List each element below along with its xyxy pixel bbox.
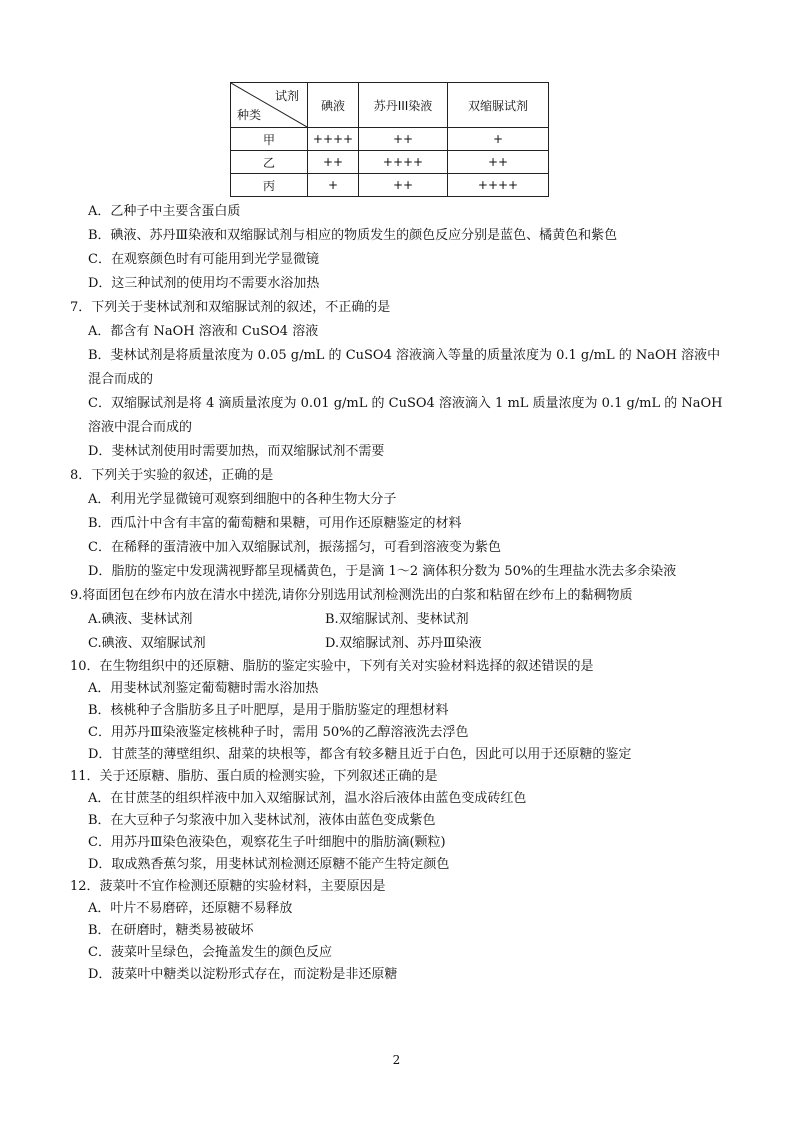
q9-option-d: D.双缩脲试剂、苏丹Ⅲ染液 (325, 636, 482, 651)
q12-option-b: B．在研磨时，糖类易被破坏 (88, 923, 254, 938)
q10-option-a: A．用斐林试剂鉴定葡萄糖时需水浴加热 (88, 681, 319, 696)
q9-stem: 9.将面团包在纱布内放在清水中搓洗,请你分别选用试剂检测洗出的白浆和粘留在纱布上的黏稠物质 (70, 588, 633, 603)
table-cell: + (308, 174, 359, 197)
q9-options-row2 (70, 632, 730, 656)
table-cell: ++++ (448, 174, 549, 197)
q7-option-b: B．斐林试剂是将质量浓度为 0.05 g/mL 的 CuSO4 溶液滴入等量的质量浓度为 0.1 g/mL 的 NaOH 溶液中混合而成的 (88, 348, 721, 387)
q9-option-b: B.双缩脲试剂、斐林试剂 (325, 612, 469, 627)
q12-option-c: C．菠菜叶呈绿色，会掩盖发生的颜色反应 (88, 945, 332, 960)
q8-stem: 8．下列关于实验的叙述，正确的是 (70, 468, 274, 483)
q6-option-b: B．碘液、苏丹Ⅲ染液和双缩脲试剂与相应的物质发生的颜色反应分别是蓝色、橘黄色和紫色 (88, 228, 618, 243)
row-label: 乙 (231, 151, 308, 174)
q6-option-d: D．这三种试剂的使用均不需要水浴加热 (88, 276, 320, 291)
corner-label-reagent: 试剂 (274, 89, 299, 103)
q12-option-a: A．叶片不易磨碎，还原糖不易释放 (88, 901, 293, 916)
q10-option-d: D．甘蔗茎的薄壁组织、甜菜的块根等，都含有较多糖且近于白色，因此可以用于还原糖的鉴定 (88, 747, 632, 762)
q11-option-b: B．在大豆种子匀浆液中加入斐林试剂，液体由蓝色变成紫色 (88, 813, 436, 828)
q12-stem: 12．菠菜叶不宜作检测还原糖的实验材料，主要原因是 (70, 879, 386, 894)
table-cell: ++ (308, 151, 359, 174)
q9-options-row1 (70, 608, 730, 632)
q7-option-d: D．斐林试剂使用时需要加热，而双缩脲试剂不需要 (88, 444, 385, 459)
q6-option-c: C．在观察颜色时有可能用到光学显微镜 (88, 252, 319, 267)
table-corner-cell (231, 83, 308, 128)
column-header: 苏丹III染液 (359, 83, 448, 128)
table-row (231, 128, 549, 151)
table-cell: ++ (359, 174, 448, 197)
corner-label-type: 种类 (237, 108, 262, 122)
q10-option-c: C．用苏丹Ⅲ染液鉴定核桃种子时，需用 50%的乙醇溶液洗去浮色 (88, 725, 469, 740)
q7-option-c: C．双缩脲试剂是将 4 滴质量浓度为 0.01 g/mL 的 CuSO4 溶液滴入 1 mL 质量浓度为 0.1 g/mL 的 NaOH 溶液中混合而成的 (88, 396, 723, 435)
table-row (231, 151, 549, 174)
column-header: 碘液 (308, 83, 359, 128)
table-cell: ++ (359, 128, 448, 151)
row-label: 甲 (231, 128, 308, 151)
table-header-row (231, 83, 549, 128)
table-cell: ++ (448, 151, 549, 174)
q8-option-d: D．脂肪的鉴定中发现满视野都呈现橘黄色，于是滴 1～2 滴体积分数为 50%的生理盐水洗去多余染液 (88, 564, 677, 579)
column-header: 双缩脲试剂 (448, 83, 549, 128)
q9-option-c: C.碘液、双缩脲试剂 (88, 636, 206, 651)
page-number: 2 (392, 1053, 401, 1067)
row-label: 丙 (231, 174, 308, 197)
q7-option-a: A．都含有 NaOH 溶液和 CuSO4 溶液 (88, 324, 319, 339)
q8-option-a: A．利用光学显微镜可观察到细胞中的各种生物大分子 (88, 492, 397, 507)
q9-option-a: A.碘液、斐林试剂 (88, 612, 193, 627)
q8-option-c: C．在稀释的蛋清液中加入双缩脲试剂，振荡摇匀，可看到溶液变为紫色 (88, 540, 501, 555)
table-cell: ++++ (308, 128, 359, 151)
q8-option-b: B．西瓜汁中含有丰富的葡萄糖和果糖，可用作还原糖鉴定的材料 (88, 516, 462, 531)
q11-option-d: D．取成熟香蕉匀浆，用斐林试剂检测还原糖不能产生特定颜色 (88, 857, 450, 872)
table-row (231, 174, 549, 197)
q11-stem: 11．关于还原糖、脂肪、蛋白质的检测实验，下列叙述正确的是 (70, 769, 438, 784)
q10-stem: 10．在生物组织中的还原糖、脂肪的鉴定实验中，下列有关对实验材料选择的叙述错误的是 (70, 659, 594, 674)
table-cell: + (448, 128, 549, 151)
question-content (70, 200, 730, 986)
reagent-table (230, 82, 549, 197)
q11-option-c: C．用苏丹Ⅲ染色液染色，观察花生子叶细胞中的脂肪滴(颗粒) (88, 835, 446, 850)
q10-option-b: B．核桃种子含脂肪多且子叶肥厚，是用于脂肪鉴定的理想材料 (88, 703, 449, 718)
table-cell: ++++ (359, 151, 448, 174)
q6-option-a: A．乙种子中主要含蛋白质 (88, 204, 241, 219)
q11-option-a: A．在甘蔗茎的组织样液中加入双缩脲试剂，温水浴后液体由蓝色变成砖红色 (88, 791, 527, 806)
q12-option-d: D．菠菜叶中糖类以淀粉形式存在，而淀粉是非还原糖 (88, 967, 398, 982)
q7-stem: 7．下列关于斐林试剂和双缩脲试剂的叙述，不正确的是 (70, 300, 391, 315)
